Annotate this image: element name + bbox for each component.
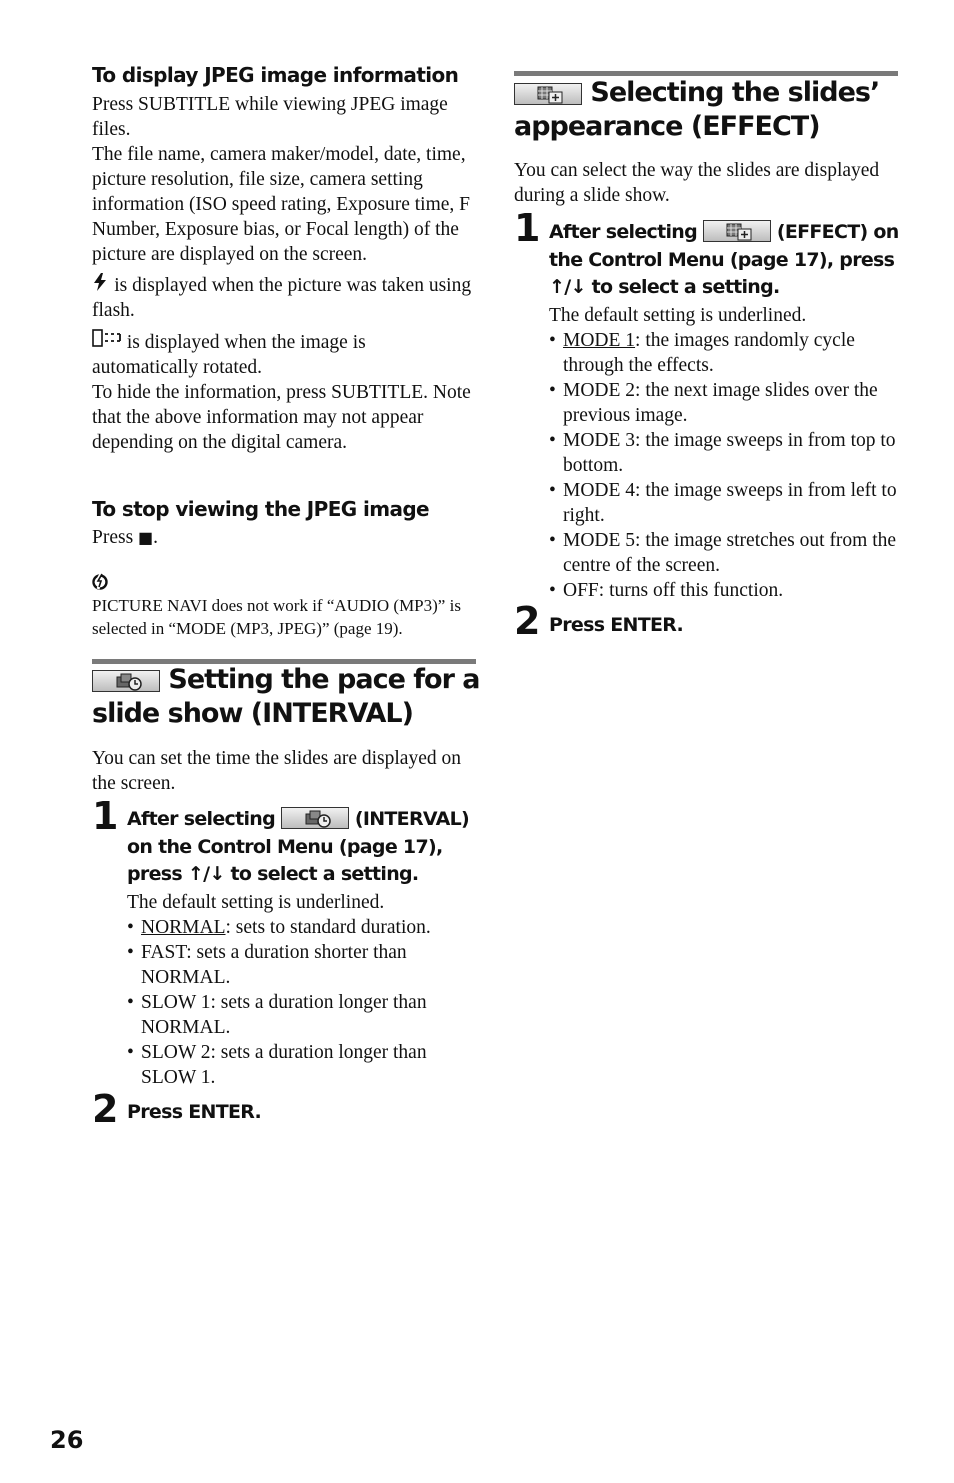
rotate-line: is displayed when the image is automatically rotated. (92, 332, 366, 378)
interval-step2-number: 2 (92, 1087, 119, 1131)
interval-heading-text: Setting the pace for a slide show (INTERVAL) (92, 664, 480, 729)
note-icon (92, 572, 108, 595)
stop-symbol: ■ (138, 528, 154, 547)
slideshow-interval-icon-inline (281, 807, 349, 829)
interval-step1-number: 1 (92, 794, 119, 838)
interval-heading (92, 663, 482, 731)
slideshow-effect-icon (514, 83, 582, 105)
jpeg-info-p2: The file name, camera maker/model, date, time, picture resolution, file size, camera setting information (ISO speed rating, Exposure time, F Number, Exposure bias, or Focal length) of the picture are displayed on the screen. (92, 144, 471, 265)
effect-options (549, 303, 899, 603)
rotate-icon (92, 332, 127, 353)
list-item: • OFF: turns off this function. (549, 578, 899, 603)
note-text: PICTURE NAVI does not work if “AUDIO (MP3)” is selected in “MODE (MP3, JPEG)” (page 19). (92, 596, 461, 638)
stop-body: Press ■. (92, 527, 159, 548)
list-item: • MODE 5: the image stretches out from the centre of the screen. (549, 528, 899, 578)
list-item: • SLOW 1: sets a duration longer than NORMAL. (127, 990, 477, 1040)
interval-step1-post: (INTERVAL) on the Control Menu (page 17), press ↑/↓ to select a setting. (127, 808, 469, 885)
flash-line: is displayed when the picture was taken using flash. (92, 275, 472, 321)
stop-title: To stop viewing the JPEG image (92, 497, 430, 521)
interval-step1-pre: After selecting (127, 808, 276, 830)
effect-heading-text: Selecting the slides’ appearance (EFFECT) (514, 77, 880, 142)
effect-option-list (549, 328, 899, 603)
effect-step1-pre: After selecting (549, 221, 698, 243)
interval-intro: You can set the time the slides are displayed on the screen. (92, 748, 461, 794)
flash-icon (92, 273, 114, 296)
jpeg-info-p1: Press SUBTITLE while viewing JPEG image files. (92, 94, 448, 140)
jpeg-info-title: To display JPEG image information (92, 63, 459, 87)
interval-option-list (127, 915, 477, 1090)
effect-step1-post: (EFFECT) on the Control Menu (page 17), press ↑/↓ to select a setting. (549, 221, 899, 298)
effect-step1-text (549, 219, 899, 302)
list-item: • NORMAL: sets to standard duration. (127, 915, 477, 940)
rotate-paragraph (92, 328, 476, 380)
list-item: • FAST: sets a duration shorter than NORMAL. (127, 940, 477, 990)
slideshow-effect-icon-inline (703, 220, 771, 242)
effect-heading (514, 76, 904, 144)
list-item: • MODE 3: the image sweeps in from top to bottom. (549, 428, 899, 478)
effect-default-note: The default setting is underlined. (549, 305, 807, 326)
list-item: • MODE 4: the image sweeps in from left to right. (549, 478, 899, 528)
interval-default-note: The default setting is underlined. (127, 892, 385, 913)
effect-intro: You can select the way the slides are displayed during a slide show. (514, 160, 880, 206)
effect-step2-number: 2 (514, 599, 541, 643)
slideshow-interval-icon (92, 670, 160, 692)
jpeg-info-p3: To hide the information, press SUBTITLE. Note that the above information may not appear depending on the digital camera. (92, 382, 471, 453)
page-number: 26 (50, 1426, 84, 1454)
interval-step2-text: Press ENTER. (127, 1101, 262, 1123)
list-item: • MODE 1: the images randomly cycle through the effects. (549, 328, 899, 378)
effect-step2-text: Press ENTER. (549, 614, 684, 636)
effect-step1-number: 1 (514, 206, 541, 250)
list-item: • MODE 2: the next image slides over the previous image. (549, 378, 899, 428)
jpeg-info-body (92, 92, 476, 455)
list-item: • SLOW 2: sets a duration longer than SLOW 1. (127, 1040, 477, 1090)
stop-text: Press (92, 527, 134, 548)
interval-step1-text (127, 806, 477, 889)
flash-paragraph (92, 272, 476, 323)
interval-options (127, 890, 477, 1090)
